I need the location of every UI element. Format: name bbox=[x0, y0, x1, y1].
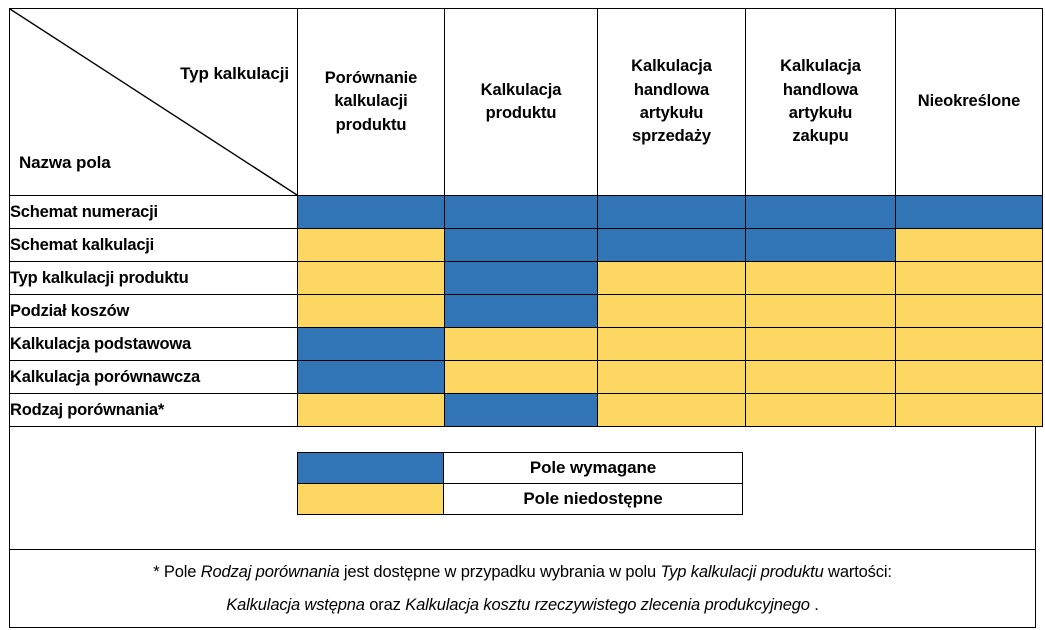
footnote-emphasis-value: Kalkulacja kosztu rzeczywistego zlecenia produkcyjnego bbox=[405, 595, 810, 614]
legend-label: Pole niedostępne bbox=[444, 484, 743, 515]
matrix-row bbox=[10, 361, 1043, 394]
footnote-emphasis-value: Kalkulacja wstępna bbox=[226, 595, 365, 614]
corner-header-column-axis-label: Typ kalkulacji bbox=[180, 64, 289, 83]
matrix-cell-disabled bbox=[746, 361, 896, 394]
matrix-cell-required bbox=[445, 295, 598, 328]
footnote-emphasis-field-name: Rodzaj porównania bbox=[200, 563, 340, 582]
column-header-kalkulacja-produktu bbox=[445, 9, 598, 196]
matrix-cell-disabled bbox=[598, 361, 746, 394]
row-label: Schemat kalkulacji bbox=[10, 229, 298, 262]
column-header-line: artykułu bbox=[639, 104, 704, 122]
column-header-line: Kalkulacja bbox=[780, 57, 861, 76]
matrix-cell-required bbox=[298, 361, 445, 394]
legend-label: Pole wymagane bbox=[444, 453, 743, 484]
matrix-cell-disabled bbox=[598, 262, 746, 295]
footnote bbox=[9, 549, 1036, 628]
column-header-kalkulacja-handlowa-artykulu-sprzedazy bbox=[598, 9, 746, 196]
calculation-type-matrix bbox=[9, 8, 1043, 427]
row-label: Typ kalkulacji produktu bbox=[10, 262, 298, 295]
matrix-cell-disabled bbox=[298, 295, 445, 328]
matrix-cell-required bbox=[445, 196, 598, 229]
legend-row bbox=[298, 484, 743, 515]
matrix-cell-disabled bbox=[746, 262, 896, 295]
footnote-text: wartości: bbox=[823, 563, 892, 582]
matrix-cell-required bbox=[445, 229, 598, 262]
matrix-cell-disabled bbox=[896, 295, 1043, 328]
row-label: Rodzaj porównania* bbox=[10, 394, 298, 427]
column-header-line: Kalkulacja bbox=[480, 80, 562, 99]
row-label: Podział koszów bbox=[10, 295, 298, 328]
matrix-corner-header bbox=[10, 9, 298, 196]
column-header-line: produktu bbox=[485, 104, 557, 122]
matrix-cell-disabled bbox=[896, 229, 1043, 262]
matrix-cell-disabled bbox=[896, 328, 1043, 361]
matrix-cell-required bbox=[896, 196, 1043, 229]
column-header-line: sprzedaży bbox=[632, 127, 711, 146]
matrix-cell-required bbox=[746, 229, 896, 262]
matrix-row bbox=[10, 229, 1043, 262]
matrix-cell-disabled bbox=[298, 394, 445, 427]
corner-header-row-axis-label: Nazwa pola bbox=[19, 153, 111, 172]
matrix-cell-disabled bbox=[445, 328, 598, 361]
matrix-cell-disabled bbox=[896, 394, 1043, 427]
footnote-text: oraz bbox=[364, 595, 406, 614]
matrix-row bbox=[10, 394, 1043, 427]
matrix-cell-required bbox=[298, 196, 445, 229]
matrix-cell-disabled bbox=[896, 262, 1043, 295]
matrix-cell-disabled bbox=[746, 394, 896, 427]
footnote-text: * Pole bbox=[153, 563, 201, 582]
matrix-cell-disabled bbox=[598, 394, 746, 427]
matrix-cell-required bbox=[598, 196, 746, 229]
legend-swatch-required bbox=[298, 453, 444, 484]
row-label: Kalkulacja porównawcza bbox=[10, 361, 298, 394]
column-header-line: kalkulacji bbox=[334, 92, 408, 111]
matrix-cell-required bbox=[298, 328, 445, 361]
matrix-cell-disabled bbox=[445, 361, 598, 394]
matrix-cell-required bbox=[445, 394, 598, 427]
footnote-text: . bbox=[809, 595, 819, 614]
matrix-cell-required bbox=[746, 196, 896, 229]
matrix-body bbox=[10, 196, 1043, 427]
footnote-line-2 bbox=[226, 589, 818, 621]
column-header-line: handlowa bbox=[782, 80, 859, 99]
matrix-row bbox=[10, 196, 1043, 229]
column-header-line: produktu bbox=[335, 115, 407, 134]
footnote-emphasis-field-name: Typ kalkulacji produktu bbox=[660, 563, 824, 582]
matrix-cell-disabled bbox=[298, 229, 445, 262]
legend bbox=[297, 452, 743, 515]
column-header-line: Kalkulacja bbox=[631, 57, 712, 76]
matrix-cell-required bbox=[598, 229, 746, 262]
column-header-line: handlowa bbox=[633, 80, 710, 99]
column-header-line: Nieokreślone bbox=[917, 92, 1021, 111]
column-header-porownanie-kalkulacji-produktu bbox=[298, 9, 445, 196]
footnote-line-1 bbox=[153, 556, 892, 588]
column-header-line: zakupu bbox=[792, 127, 849, 146]
legend-row bbox=[298, 453, 743, 484]
matrix-cell-disabled bbox=[298, 262, 445, 295]
legend-swatch-disabled bbox=[298, 484, 444, 515]
legend-body bbox=[298, 453, 743, 515]
matrix-cell-disabled bbox=[746, 328, 896, 361]
matrix-cell-required bbox=[445, 262, 598, 295]
matrix-row bbox=[10, 328, 1043, 361]
column-header-nieokreslone bbox=[896, 9, 1043, 196]
matrix-row bbox=[10, 262, 1043, 295]
matrix-row bbox=[10, 295, 1043, 328]
column-header-kalkulacja-handlowa-artykulu-zakupu bbox=[746, 9, 896, 196]
footnote-text: jest dostępne w przypadku wybrania w polu bbox=[339, 563, 661, 582]
row-label: Schemat numeracji bbox=[10, 196, 298, 229]
row-label: Kalkulacja podstawowa bbox=[10, 328, 298, 361]
matrix-cell-disabled bbox=[598, 328, 746, 361]
matrix-header-row bbox=[10, 9, 1043, 196]
matrix-cell-disabled bbox=[896, 361, 1043, 394]
column-header-line: Porównanie bbox=[324, 68, 418, 87]
matrix-cell-disabled bbox=[746, 295, 896, 328]
column-header-line: artykułu bbox=[788, 104, 853, 122]
matrix-cell-disabled bbox=[598, 295, 746, 328]
